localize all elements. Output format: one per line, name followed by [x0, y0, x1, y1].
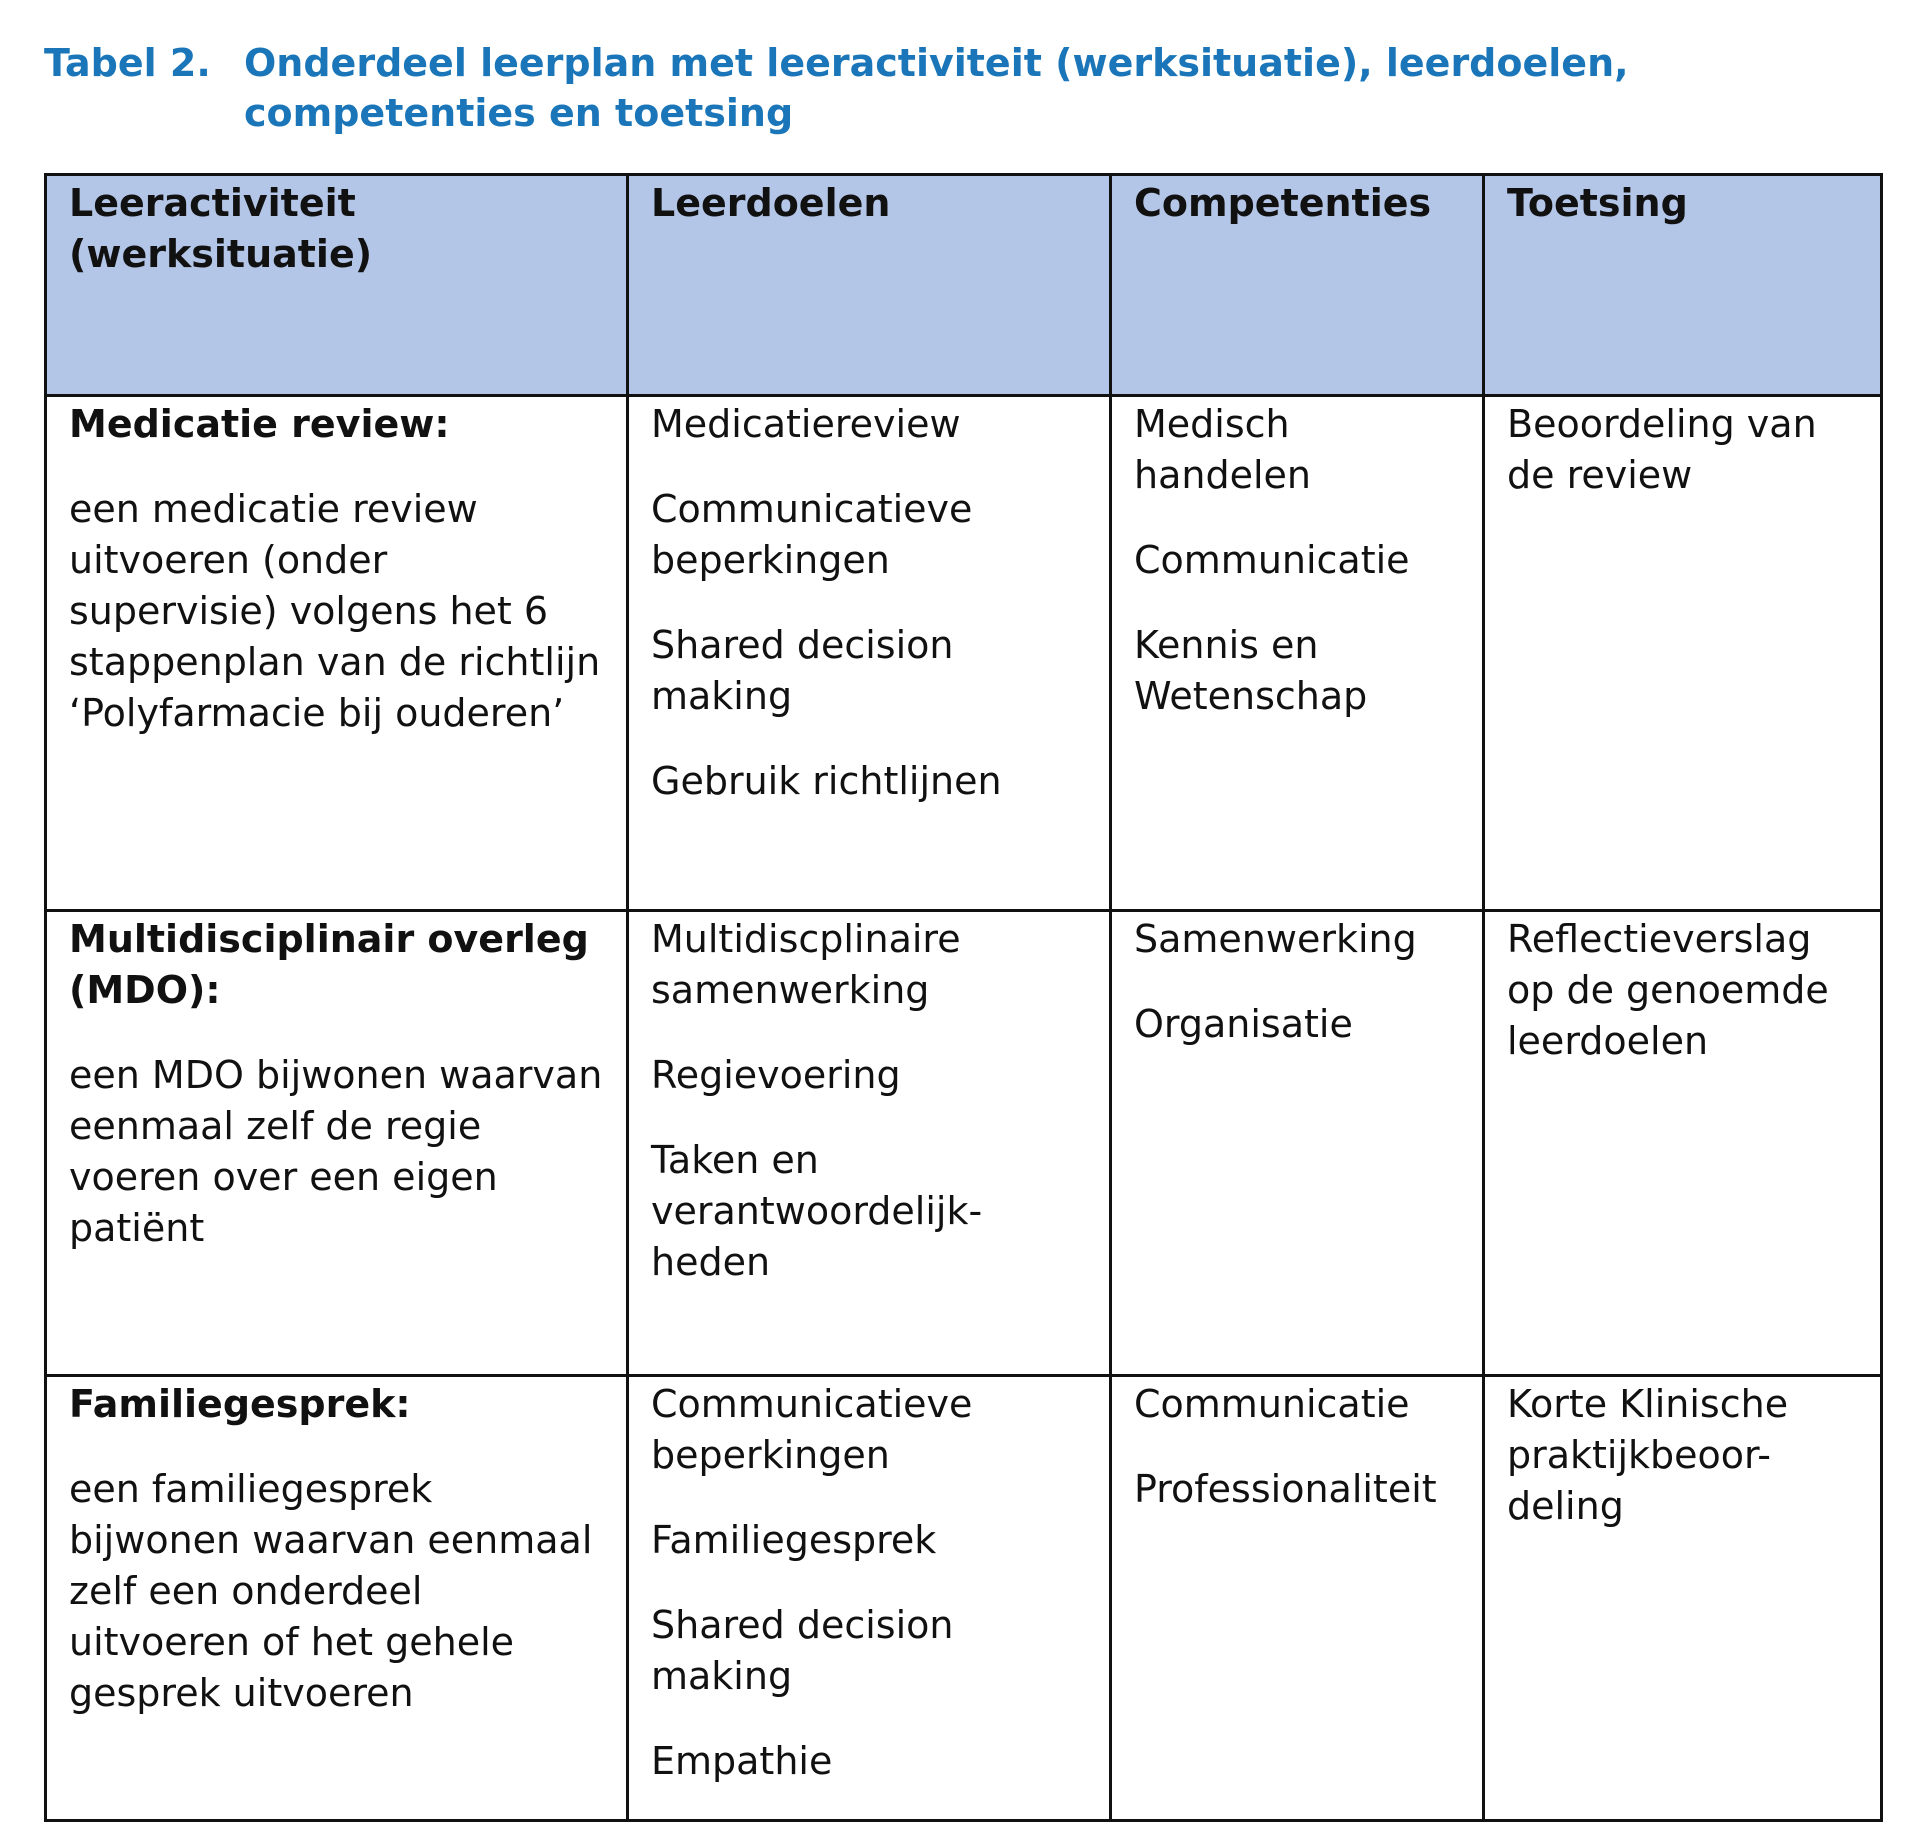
- table-row: [46, 396, 1882, 911]
- leerdoel-item: Shared decision making: [651, 623, 954, 718]
- competentie-item: Professionaliteit: [1134, 1467, 1437, 1511]
- toetsing-cell: Beoordeling van de review: [1484, 396, 1882, 911]
- competentie-item: Communicatie: [1134, 538, 1410, 582]
- table-row: [46, 1376, 1882, 1821]
- leerdoel-item: Familiegesprek: [651, 1518, 937, 1562]
- competenties-cell: [1111, 396, 1484, 911]
- table-row: [46, 911, 1882, 1376]
- competentie-item: Medisch handelen: [1134, 402, 1311, 497]
- activity-description: een MDO bijwonen waarvan eenmaal zelf de regie voeren over een eigen patiënt: [69, 1053, 603, 1250]
- leerdoelen-cell: [628, 1376, 1111, 1821]
- leerdoel-item: Multidiscplinaire samenwerking: [651, 917, 961, 1012]
- caption-title-line2: competenties en toetsing: [244, 91, 794, 135]
- competenties-cell: [1111, 911, 1484, 1376]
- competentie-item: Organisatie: [1134, 1002, 1353, 1046]
- leerdoel-item: Gebruik richtlijnen: [651, 759, 1002, 803]
- activity-title: Medicatie review:: [69, 402, 450, 446]
- leerdoel-item: Regievoering: [651, 1053, 901, 1097]
- activity-cell: [46, 396, 628, 911]
- caption-title-line1: Onderdeel leerplan met leeractiviteit (werksituatie), leerdoelen,: [244, 41, 1629, 85]
- activity-title: Multidisciplinair overleg (MDO):: [69, 917, 589, 1012]
- leerdoelen-cell: [628, 911, 1111, 1376]
- competentie-item: Communicatie: [1134, 1382, 1410, 1426]
- leerdoel-item: Taken en verantwoordelijk-heden: [651, 1138, 983, 1284]
- leerdoel-item: Medicatiereview: [651, 402, 961, 446]
- activity-title: Familiegesprek:: [69, 1382, 411, 1426]
- activity-description: een medicatie review uitvoeren (onder supervisie) volgens het 6 stappenplan van de richtlijn ‘Polyfarmacie bij ouderen’: [69, 487, 601, 735]
- leerdoelen-cell: [628, 396, 1111, 911]
- table-caption: [44, 38, 1864, 138]
- header-row: [46, 175, 1882, 396]
- toetsing-cell: Reflectieverslag op de genoemde leerdoelen: [1484, 911, 1882, 1376]
- competentie-item: Kennis en Wetenschap: [1134, 623, 1368, 718]
- activity-cell: [46, 1376, 628, 1821]
- header-competenties: Competenties: [1111, 175, 1484, 396]
- header-leeractiviteit: Leeractiviteit (werksituatie): [46, 175, 628, 396]
- caption-number: Tabel 2.: [44, 41, 211, 85]
- activity-description: een familiegesprek bijwonen waarvan eenmaal zelf een onderdeel uitvoeren of het gehele gesprek uitvoeren: [69, 1467, 593, 1715]
- leerdoel-item: Communicatieve beperkingen: [651, 487, 973, 582]
- curriculum-table: [44, 173, 1883, 1822]
- header-leerdoelen: Leerdoelen: [628, 175, 1111, 396]
- header-toetsing: Toetsing: [1484, 175, 1882, 396]
- toetsing-cell: Korte Klinische praktijkbeoor-deling: [1484, 1376, 1882, 1821]
- leerdoel-item: Communicatieve beperkingen: [651, 1382, 973, 1477]
- leerdoel-item: Empathie: [651, 1739, 833, 1783]
- competentie-item: Samenwerking: [1134, 917, 1417, 961]
- leerdoel-item: Shared decision making: [651, 1603, 954, 1698]
- activity-cell: [46, 911, 628, 1376]
- competenties-cell: [1111, 1376, 1484, 1821]
